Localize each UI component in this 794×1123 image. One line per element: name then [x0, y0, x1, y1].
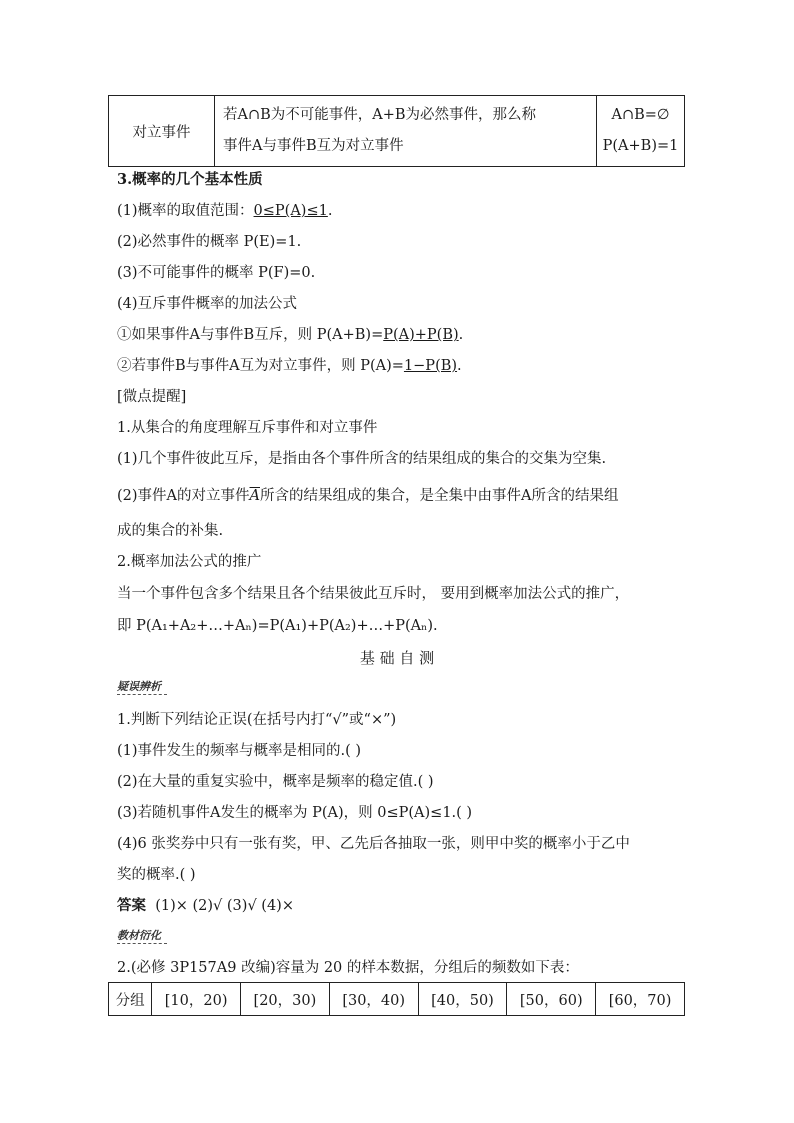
table-header-cell: 分组 [109, 983, 152, 1016]
tip-line: 2.概率加法公式的推广 [117, 554, 262, 570]
table-cell: [60，70) [596, 983, 685, 1016]
table-row [109, 96, 685, 167]
category-label: 教材衍化 [117, 927, 167, 944]
property-line [117, 323, 463, 344]
tip-line: 1.从集合的角度理解互斥事件和对立事件 [117, 420, 378, 436]
tip-line: 当一个事件包含多个结果且各个结果彼此互斥时， 要用到概率加法公式的推广， [117, 586, 630, 602]
property-line: (2)必然事件的概率 P(E)=1. [117, 234, 302, 250]
category-label: 疑误辨析 [117, 678, 167, 695]
text: . [458, 327, 464, 343]
question-item: (3)若随机事件A发生的概率为 P(A)，则 0≤P(A)≤1.( ) [117, 805, 473, 821]
answer-label: 答案 [117, 897, 146, 914]
question-item: 奖的概率.( ) [117, 867, 196, 883]
underlined-answer: 1−P(B) [403, 358, 458, 374]
text: . [327, 203, 333, 219]
event-formula-cell [597, 96, 685, 167]
frequency-table [108, 982, 685, 1016]
table-row [109, 983, 685, 1016]
property-line [117, 199, 332, 220]
section-title: 基 础 自 测 [359, 649, 435, 667]
underlined-answer: 0≤P(A)≤1 [253, 203, 328, 219]
section-heading: 3.概率的几个基本性质 [117, 171, 263, 188]
event-description-cell [215, 96, 597, 167]
table-cell: [40，50) [418, 983, 507, 1016]
tip-line: 成的集合的补集. [117, 523, 224, 539]
text: (1)概率的取值范围： [117, 203, 254, 219]
table-cell: [10，20) [152, 983, 241, 1016]
property-line [117, 354, 462, 375]
question-item: (1)事件发生的频率与概率是相同的.( ) [117, 743, 362, 759]
overline-a: $\overline{A}$ [249, 488, 260, 504]
table-cell: [50，60) [507, 983, 596, 1016]
text: 所含的结果组成的集合，是全集中由事件A所含的结果组 [260, 488, 619, 504]
formula-line: A∩B=∅ [611, 107, 670, 123]
formula-line: P(A+B)=1 [602, 138, 679, 154]
answer-text: (1)× (2)√ (3)√ (4)× [155, 898, 294, 914]
property-line: (4)互斥事件概率的加法公式 [117, 296, 298, 312]
underlined-answer: P(A)+P(B) [383, 327, 459, 343]
question-stem: 2.(必修 3P157A9 改编)容量为 20 的样本数据，分组后的频数如下表： [117, 960, 579, 976]
tip-line: 即 P(A₁+A₂+…+Aₙ)=P(A₁)+P(A₂)+…+P(Aₙ). [117, 618, 438, 634]
event-name-cell: 对立事件 [109, 96, 215, 167]
tips-title: [微点提醒] [117, 389, 187, 405]
description-line: 事件A与事件B互为对立事件 [223, 138, 404, 154]
question-stem: 1.判断下列结论正误(在括号内打“√”或“×”) [117, 712, 397, 728]
description-line: 若A∩B为不可能事件，A+B为必然事件，那么称 [223, 107, 537, 123]
tip-line [117, 484, 618, 505]
question-item: (2)在大量的重复实验中，概率是频率的稳定值.( ) [117, 774, 434, 790]
tip-line: (1)几个事件彼此互斥，是指由各个事件所含的结果组成的集合的交集为空集. [117, 451, 607, 467]
text: . [457, 358, 462, 374]
answer-line [117, 894, 294, 915]
event-definition-table [108, 95, 685, 167]
text: ①如果事件A与事件B互斥，则 P(A+B)= [117, 327, 384, 343]
table-cell: [20，30) [241, 983, 330, 1016]
question-item: (4)6 张奖券中只有一张有奖，甲、乙先后各抽取一张，则甲中奖的概率小于乙中 [117, 836, 630, 852]
text: ②若事件B与事件A互为对立事件，则 P(A)= [117, 358, 404, 374]
table-cell: [30，40) [329, 983, 418, 1016]
text: (2)事件A的对立事件 [117, 488, 250, 504]
property-line: (3)不可能事件的概率 P(F)=0. [117, 265, 316, 281]
